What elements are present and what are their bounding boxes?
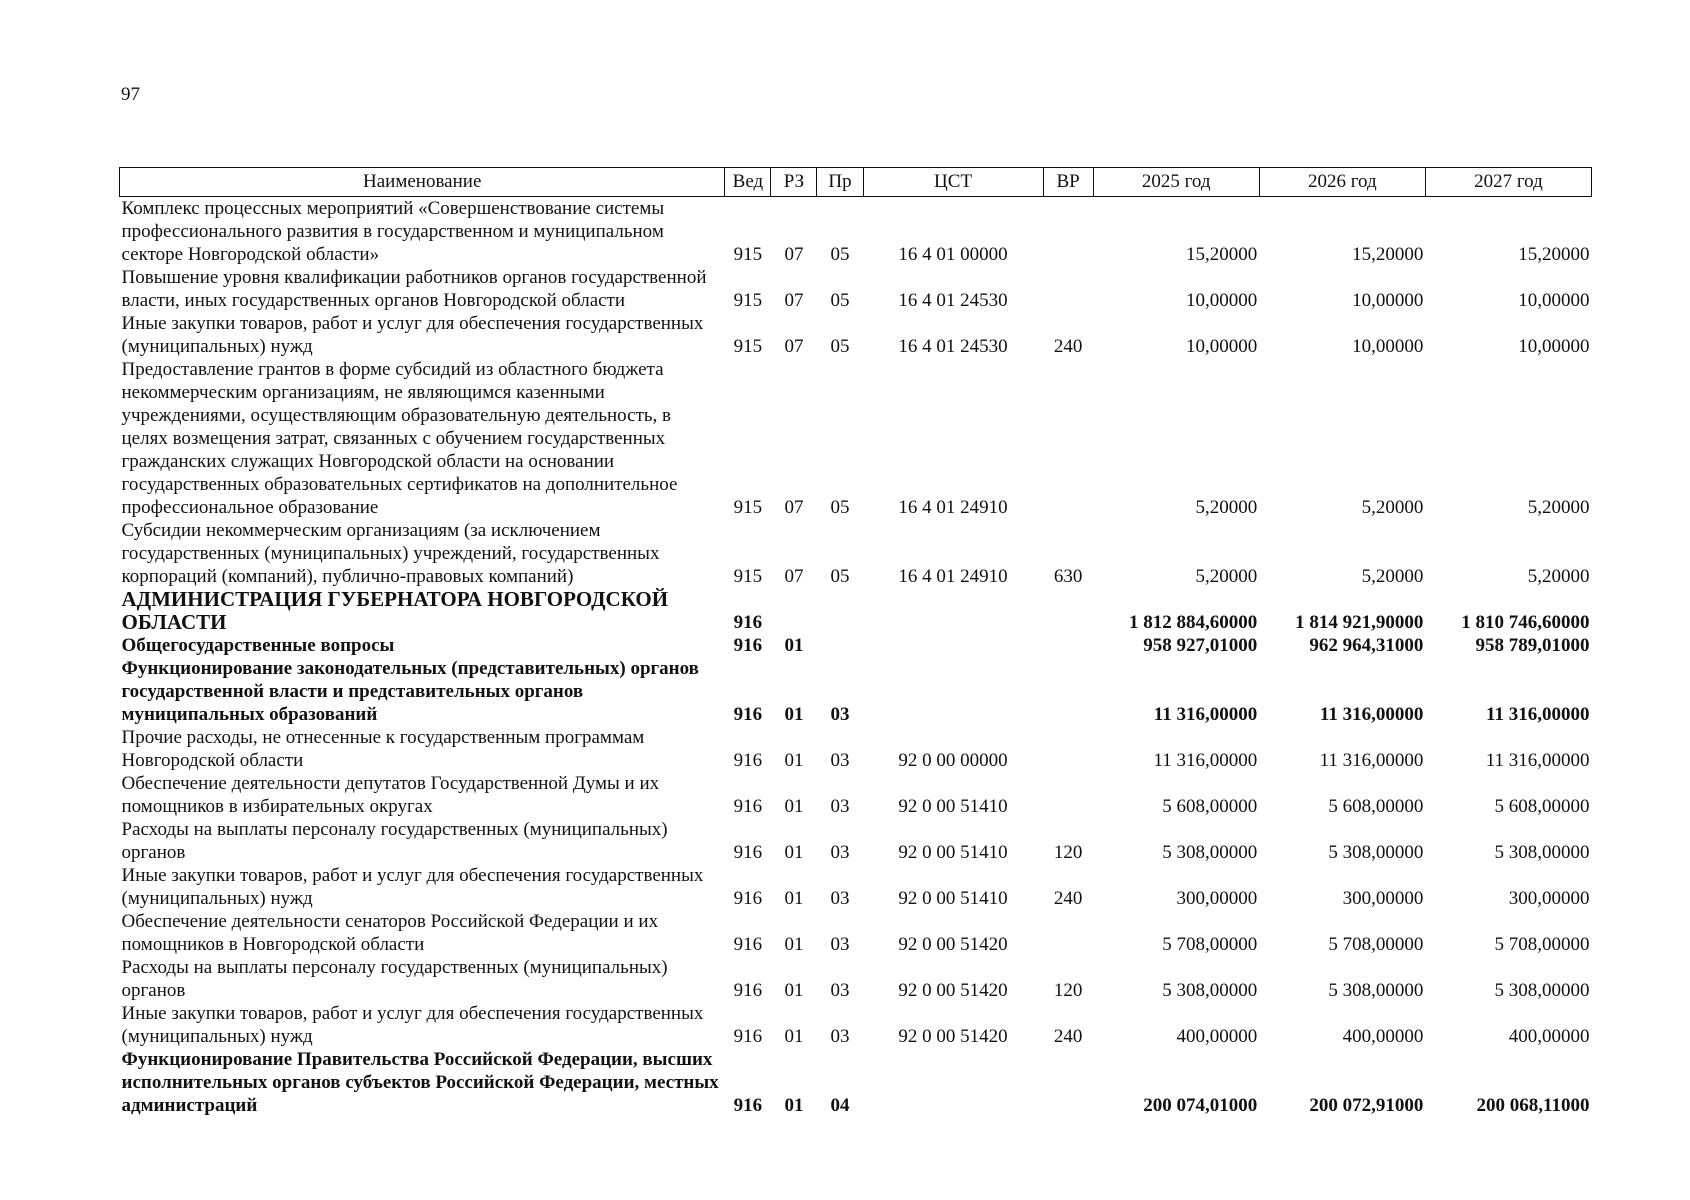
row-name: Общегосударственные вопросы (121, 635, 395, 656)
row-ved: 916 (733, 934, 763, 955)
row-pr: 03 (830, 704, 850, 725)
row-2025: 200 074,01000 (1143, 1095, 1258, 1116)
row-cst: 92 0 00 51420 (898, 1026, 1008, 1047)
row-ved: 916 (733, 1026, 763, 1047)
row-pr: 03 (830, 888, 850, 909)
row-2026: 5,20000 (1361, 566, 1424, 587)
row-2026: 11 316,00000 (1319, 704, 1424, 725)
page-number: 97 (121, 84, 140, 105)
row-name: Прочие расходы, не отнесенные к государственным программам Новгородской области (121, 727, 645, 771)
row-2026: 962 964,31000 (1309, 635, 1424, 656)
table-row (120, 266, 1592, 312)
row-2026: 1 814 921,90000 (1295, 612, 1424, 633)
row-pr: 05 (830, 244, 850, 265)
row-2025: 958 927,01000 (1143, 635, 1258, 656)
row-cst: 16 4 01 24530 (898, 290, 1008, 311)
row-rz: 01 (784, 635, 804, 656)
row-2027: 15,20000 (1518, 244, 1590, 265)
row-2026: 5 608,00000 (1328, 796, 1424, 817)
row-vr (1043, 772, 1093, 818)
row-rz: 07 (784, 336, 804, 357)
table-row (120, 1002, 1592, 1048)
header-ved: Вед (725, 168, 771, 197)
header-vr: ВР (1043, 168, 1093, 197)
row-pr: 03 (830, 1026, 850, 1047)
row-2025: 10,00000 (1186, 290, 1258, 311)
row-pr (817, 634, 863, 657)
row-vr (1043, 634, 1093, 657)
row-2025: 5 708,00000 (1162, 934, 1258, 955)
table-row-section (120, 657, 1592, 726)
row-2026: 10,00000 (1352, 290, 1424, 311)
row-name: Предоставление грантов в форме субсидий из областного бюджета некоммерческим организациям, не являющимся казенными учреждениями, осуществляющим образовательную деятельность, в целях возмещения затрат, связанных с обучением государственных гражданских служащих Новгородской области на основании государственных образовательных сертификатов на дополнительное профессиональное образование (121, 359, 678, 518)
row-pr: 05 (830, 497, 850, 518)
row-2027: 5 308,00000 (1494, 842, 1590, 863)
row-2025: 400,00000 (1176, 1026, 1258, 1047)
row-name: Функционирование Правительства Российской Федерации, высших исполнительных органов субъектов Российской Федерации, местных администраций (121, 1049, 719, 1116)
row-ved: 915 (733, 290, 763, 311)
row-vr (1043, 910, 1093, 956)
table-row (120, 358, 1592, 519)
row-name: Субсидии некоммерческим организациям (за исключением государственных (муниципальных) учреждений, государственных корпораций (компаний), публично-правовых компаний) (121, 520, 660, 587)
row-vr (1043, 1048, 1093, 1117)
header-pr: Пр (817, 168, 863, 197)
row-2025: 10,00000 (1186, 336, 1258, 357)
row-2025: 300,00000 (1176, 888, 1258, 909)
row-ved: 915 (733, 336, 763, 357)
row-pr: 05 (830, 290, 850, 311)
row-2026: 200 072,91000 (1309, 1095, 1424, 1116)
budget-table (119, 167, 1592, 1117)
row-rz: 07 (784, 497, 804, 518)
row-2025: 5 608,00000 (1162, 796, 1258, 817)
row-2025: 1 812 884,60000 (1129, 612, 1258, 633)
row-2025: 5 308,00000 (1162, 980, 1258, 1001)
row-ved: 916 (733, 750, 763, 771)
header-2027: 2027 год (1425, 168, 1591, 197)
row-rz (771, 588, 817, 634)
row-ved: 915 (733, 566, 763, 587)
row-2027: 958 789,01000 (1475, 635, 1590, 656)
table-row (120, 864, 1592, 910)
row-rz: 01 (784, 1026, 804, 1047)
row-pr: 05 (830, 336, 850, 357)
row-rz: 01 (784, 888, 804, 909)
row-2027: 400,00000 (1508, 1026, 1590, 1047)
table-row-section (120, 588, 1592, 634)
row-2026: 5 308,00000 (1328, 980, 1424, 1001)
row-cst: 16 4 01 24910 (898, 497, 1008, 518)
table-row (120, 818, 1592, 864)
table-row-section (120, 634, 1592, 657)
row-name: Иные закупки товаров, работ и услуг для обеспечения государственных (муниципальных) нужд (121, 313, 704, 357)
row-pr: 03 (830, 750, 850, 771)
row-name: Функционирование законодательных (представительных) органов государственной власти и представительных органов муниципальных образований (121, 658, 699, 725)
row-2025: 5 308,00000 (1162, 842, 1258, 863)
row-name: Комплекс процессных мероприятий «Совершенствование системы профессионального развития в государственном и муниципальном секторе Новгородской области» (121, 198, 665, 265)
row-2027: 10,00000 (1518, 290, 1590, 311)
row-cst (863, 1048, 1043, 1117)
row-name: Обеспечение деятельности сенаторов Российской Федерации и их помощников в Новгородской области (121, 911, 659, 955)
row-rz: 07 (784, 244, 804, 265)
row-2027: 5 708,00000 (1494, 934, 1590, 955)
header-2026: 2026 год (1259, 168, 1425, 197)
row-cst (863, 634, 1043, 657)
row-2026: 300,00000 (1342, 888, 1424, 909)
table-row (120, 197, 1592, 267)
row-ved: 916 (733, 1095, 763, 1116)
row-vr: 630 (1053, 566, 1083, 587)
row-ved: 915 (733, 244, 763, 265)
row-rz: 01 (784, 934, 804, 955)
row-vr: 240 (1053, 1026, 1083, 1047)
row-cst: 92 0 00 51420 (898, 934, 1008, 955)
row-cst (863, 657, 1043, 726)
header-cst: ЦСТ (863, 168, 1043, 197)
table-row (120, 312, 1592, 358)
row-rz: 07 (784, 290, 804, 311)
row-vr: 120 (1053, 980, 1083, 1001)
row-cst: 92 0 00 51410 (898, 796, 1008, 817)
table-row (120, 772, 1592, 818)
row-name: Расходы на выплаты персоналу государственных (муниципальных) органов (121, 819, 668, 863)
row-vr (1043, 358, 1093, 519)
row-2026: 5 708,00000 (1328, 934, 1424, 955)
row-ved: 916 (733, 888, 763, 909)
row-name: Иные закупки товаров, работ и услуг для обеспечения государственных (муниципальных) нужд (121, 865, 704, 909)
row-cst: 16 4 01 24910 (898, 566, 1008, 587)
row-2026: 5,20000 (1361, 497, 1424, 518)
row-rz: 01 (784, 704, 804, 725)
header-name: Наименование (120, 168, 725, 197)
row-2025: 15,20000 (1186, 244, 1258, 265)
row-2027: 1 810 746,60000 (1461, 612, 1590, 633)
row-name: АДМИНИСТРАЦИЯ ГУБЕРНАТОРА НОВГОРОДСКОЙ ОБЛАСТИ (121, 587, 669, 634)
row-rz: 07 (784, 566, 804, 587)
row-ved: 916 (733, 612, 763, 633)
table-row (120, 910, 1592, 956)
row-2025: 11 316,00000 (1153, 704, 1258, 725)
row-2025: 5,20000 (1195, 497, 1258, 518)
row-vr: 120 (1053, 842, 1083, 863)
row-2027: 5 308,00000 (1494, 980, 1590, 1001)
header-rz: РЗ (771, 168, 817, 197)
row-pr: 03 (830, 934, 850, 955)
row-vr (1043, 657, 1093, 726)
row-2026: 11 316,00000 (1319, 750, 1424, 771)
row-cst: 92 0 00 51410 (898, 842, 1008, 863)
row-cst: 92 0 00 00000 (898, 750, 1008, 771)
row-cst: 16 4 01 00000 (898, 244, 1008, 265)
row-cst (863, 588, 1043, 634)
row-name: Повышение уровня квалификации работников органов государственной власти, иных государственных органов Новгородской области (121, 267, 707, 311)
table-row (120, 956, 1592, 1002)
row-pr: 03 (830, 980, 850, 1001)
row-rz: 01 (784, 1095, 804, 1116)
table-row (120, 519, 1592, 588)
row-2025: 5,20000 (1195, 566, 1258, 587)
row-ved: 916 (733, 980, 763, 1001)
row-rz: 01 (784, 796, 804, 817)
row-2027: 11 316,00000 (1486, 704, 1590, 725)
row-2026: 400,00000 (1342, 1026, 1424, 1047)
row-name: Расходы на выплаты персоналу государственных (муниципальных) органов (121, 957, 668, 1001)
row-2027: 300,00000 (1508, 888, 1590, 909)
row-ved: 916 (733, 842, 763, 863)
row-2026: 10,00000 (1352, 336, 1424, 357)
row-2027: 11 316,00000 (1485, 750, 1590, 771)
row-pr: 03 (830, 796, 850, 817)
row-rz: 01 (784, 842, 804, 863)
table-row-section (120, 1048, 1592, 1117)
row-vr (1043, 588, 1093, 634)
row-2026: 5 308,00000 (1328, 842, 1424, 863)
row-vr (1043, 197, 1093, 267)
header-2025: 2025 год (1093, 168, 1259, 197)
row-pr: 03 (830, 842, 850, 863)
row-name: Иные закупки товаров, работ и услуг для обеспечения государственных (муниципальных) нужд (121, 1003, 704, 1047)
table-header-row (120, 168, 1592, 197)
row-rz: 01 (784, 750, 804, 771)
row-ved: 916 (733, 635, 763, 656)
row-2025: 11 316,00000 (1153, 750, 1258, 771)
row-2027: 10,00000 (1518, 336, 1590, 357)
row-name: Обеспечение деятельности депутатов Государственной Думы и их помощников в избирательных округах (121, 773, 660, 817)
row-2027: 5,20000 (1527, 497, 1590, 518)
row-pr: 04 (830, 1095, 850, 1116)
row-ved: 915 (733, 497, 763, 518)
row-rz: 01 (784, 980, 804, 1001)
row-cst: 16 4 01 24530 (898, 336, 1008, 357)
row-cst: 92 0 00 51420 (898, 980, 1008, 1001)
row-ved: 916 (733, 796, 763, 817)
row-vr: 240 (1053, 336, 1083, 357)
row-vr (1043, 266, 1093, 312)
table-row (120, 726, 1592, 772)
row-pr (817, 588, 863, 634)
row-2027: 200 068,11000 (1476, 1095, 1590, 1116)
row-vr: 240 (1053, 888, 1083, 909)
row-cst: 92 0 00 51410 (898, 888, 1008, 909)
row-2027: 5,20000 (1527, 566, 1590, 587)
row-pr: 05 (830, 566, 850, 587)
row-vr (1043, 726, 1093, 772)
row-2026: 15,20000 (1352, 244, 1424, 265)
row-2027: 5 608,00000 (1494, 796, 1590, 817)
row-ved: 916 (733, 704, 763, 725)
